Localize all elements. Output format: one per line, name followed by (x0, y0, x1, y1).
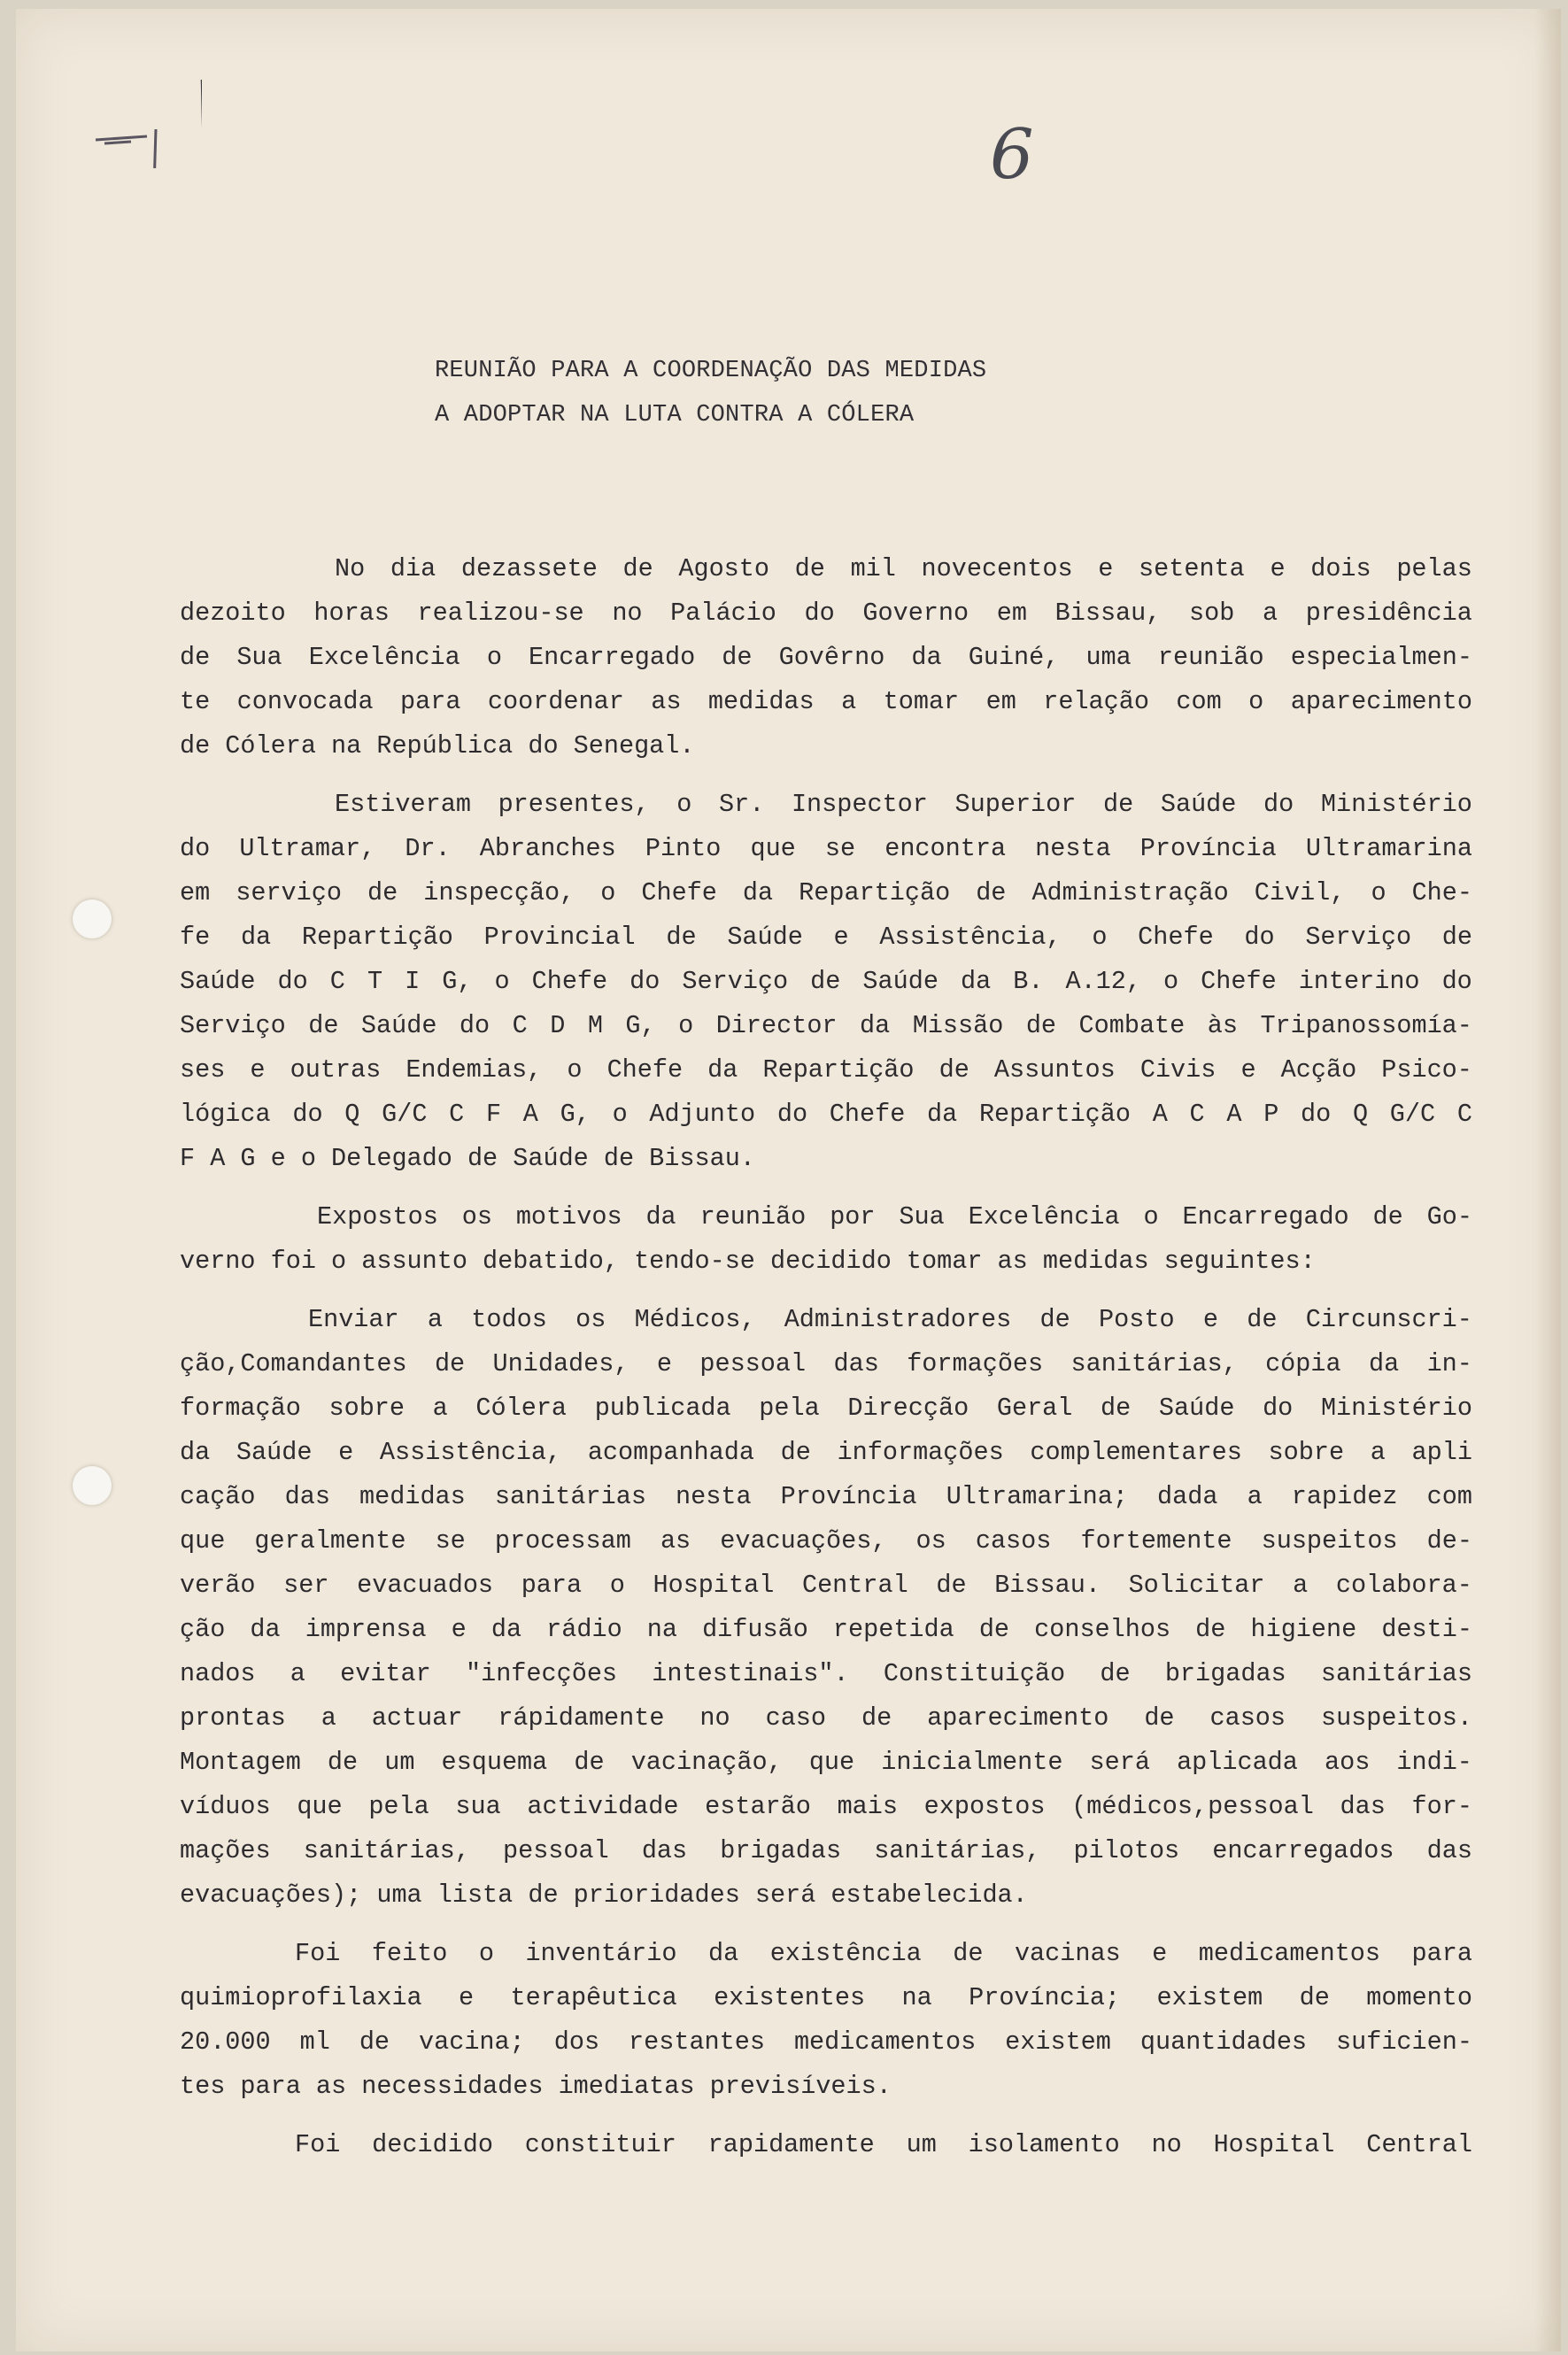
text-line: prontas a actuar rápidamente no caso de aparecimento de casos suspeitos. (180, 1703, 1472, 1733)
text-line: Estiveram presentes, o Sr. Inspector Superior de Saúde do Ministério (335, 790, 1472, 819)
text-line: ção,Comandantes de Unidades, e pessoal das formações sanitárias, cópia da in- (180, 1349, 1472, 1378)
punch-hole-top (73, 900, 112, 938)
text-line: mações sanitárias, pessoal das brigadas sanitárias, pilotos encarregados das (180, 1836, 1472, 1865)
text-line: Expostos os motivos da reunião por Sua Excelência o Encarregado de Go- (317, 1202, 1472, 1232)
text-line: de Sua Excelência o Encarregado de Govêrno da Guiné, uma reunião especialmen- (180, 643, 1472, 672)
paragraph-1 (180, 547, 1472, 768)
punch-hole-bottom (73, 1466, 112, 1505)
text-line: cação das medidas sanitárias nesta Província Ultramarina; dada a rapidez com (180, 1482, 1472, 1511)
text-line: No dia dezassete de Agosto de mil novecentos e setenta e dois pelas (335, 554, 1472, 583)
document-page (16, 9, 1561, 2351)
text-line: verno foi o assunto debatido, tendo-se decidido tomar as medidas seguintes: (180, 1247, 1316, 1276)
document-title (435, 349, 986, 437)
text-line: evacuações); uma lista de prioridades será estabelecida. (180, 1880, 1028, 1910)
paragraph-3 (180, 1195, 1472, 1284)
text-line: Saúde do C T I G, o Chefe do Serviço de Saúde da B. A.12, o Chefe interino do (180, 967, 1472, 996)
text-line: 20.000 ml de vacina; dos restantes medicamentos existem quantidades suficien- (180, 2027, 1472, 2057)
title-line-2: A ADOPTAR NA LUTA CONTRA A CÓLERA (435, 402, 915, 429)
text-line: Serviço de Saúde do C D M G, o Director da Missão de Combate às Tripanossomía- (180, 1011, 1472, 1040)
text-line: Enviar a todos os Médicos, Administradores de Posto e de Circunscri- (308, 1305, 1472, 1334)
text-line: Montagem de um esquema de vacinação, que inicialmente será aplicada aos indi- (180, 1748, 1472, 1777)
text-line: víduos que pela sua actividade estarão mais expostos (médicos,pessoal das for- (180, 1792, 1472, 1821)
text-line: te convocada para coordenar as medidas a tomar em relação com o aparecimento (180, 687, 1472, 716)
page-edge-shadow (1534, 9, 1561, 2351)
text-line: lógica do Q G/C C F A G, o Adjunto do Chefe da Repartição A C A P do Q G/C C (180, 1100, 1472, 1129)
paragraph-2 (180, 783, 1472, 1181)
pen-marks-icon (78, 62, 202, 168)
paragraph-4 (180, 1298, 1472, 1918)
text-line: da Saúde e Assistência, acompanhada de informações complementares sobre a apli (180, 1438, 1472, 1467)
text-line: nados a evitar "infecções intestinais". Constituição de brigadas sanitárias (180, 1659, 1472, 1688)
text-line: dezoito horas realizou-se no Palácio do Governo em Bissau, sob a presidência (180, 598, 1472, 628)
text-line: tes para as necessidades imediatas previsíveis. (180, 2072, 892, 2101)
paragraph-5 (180, 1932, 1472, 2109)
text-line: Foi decidido constituir rapidamente um isolamento no Hospital Central (295, 2130, 1472, 2159)
text-line: fe da Repartição Provincial de Saúde e Assistência, o Chefe do Serviço de (180, 923, 1472, 952)
text-line: ção da imprensa e da rádio na difusão repetida de conselhos de higiene desti- (180, 1615, 1472, 1644)
text-line: ses e outras Endemias, o Chefe da Repartição de Assuntos Civis e Acção Psico- (180, 1055, 1472, 1085)
paragraph-6 (180, 2123, 1472, 2167)
text-line: F A G e o Delegado de Saúde de Bissau. (180, 1144, 755, 1173)
text-line: Foi feito o inventário da existência de vacinas e medicamentos para (295, 1939, 1472, 1968)
text-line: de Cólera na República do Senegal. (180, 731, 695, 761)
text-line: formação sobre a Cólera publicada pela Direcção Geral de Saúde do Ministério (180, 1394, 1472, 1423)
text-line: que geralmente se processam as evacuações, os casos fortemente suspeitos de- (180, 1526, 1472, 1556)
text-line: do Ultramar, Dr. Abranches Pinto que se encontra nesta Província Ultramarina (180, 834, 1472, 863)
page-number: 6 (990, 115, 1034, 195)
title-line-1: REUNIÃO PARA A COORDENAÇÃO DAS MEDIDAS (435, 358, 987, 384)
text-line: em serviço de inspecção, o Chefe da Repartição de Administração Civil, o Che- (180, 878, 1472, 907)
text-line: quimioprofilaxia e terapêutica existentes na Província; existem de momento (180, 1983, 1472, 2012)
text-line: verão ser evacuados para o Hospital Central de Bissau. Solicitar a colabora- (180, 1571, 1472, 1600)
document-body (180, 547, 1472, 2181)
